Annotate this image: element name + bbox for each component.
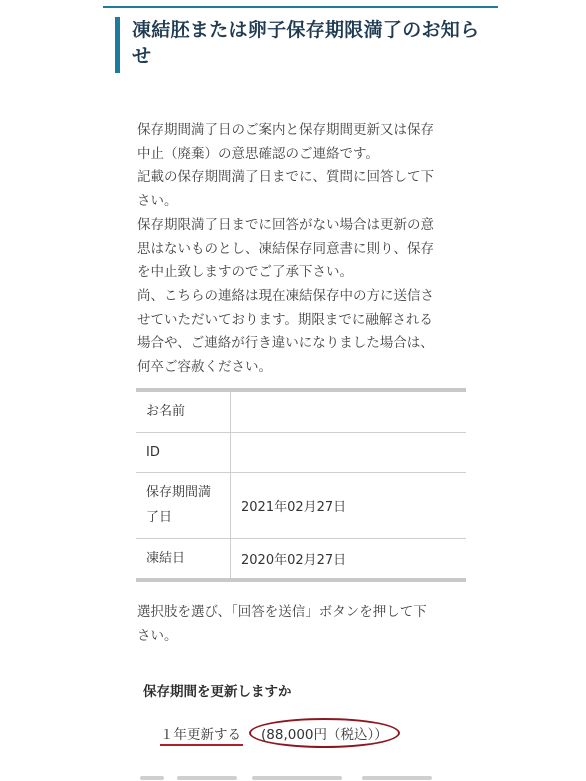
page-title: 凍結胚または卵子保存期限満了のお知らせ <box>132 19 480 67</box>
freeze-date-label: 凍結日 <box>136 538 231 580</box>
notice-header <box>115 17 485 73</box>
table-row <box>136 390 466 432</box>
notice-line: 保存期限満了日までに回答がない場合は更新の意 <box>137 216 434 233</box>
notice-line: 場合や、ご連絡が行き違いになりました場合は、 <box>137 335 434 352</box>
cropped-text-fragment <box>140 776 164 780</box>
table-row <box>136 472 466 538</box>
notice-line: せていただいております。期限までに融解される <box>137 311 433 328</box>
renewal-question: 保存期間を更新しますか <box>143 684 292 700</box>
expiry-date-label: 保存期間満了日 <box>136 472 231 538</box>
renewal-price: (88,000円（税込）） <box>249 718 400 748</box>
freeze-date-value: 2020年02月27日 <box>241 552 347 568</box>
instruction-text <box>137 600 467 648</box>
notice-line: 中止（廃棄）の意思確認のご連絡です。 <box>137 145 379 162</box>
table-row <box>136 432 466 472</box>
instruction-line: 選択肢を選び、「回答を送信」ボタンを押して下 <box>137 604 427 620</box>
notice-line: 尚、こちらの連絡は現在凍結保存中の方に送信さ <box>137 287 434 304</box>
renew-one-year-label[interactable]: １年更新する <box>160 723 243 746</box>
cropped-text-fragment <box>362 776 432 780</box>
renew-one-year-option[interactable] <box>160 718 400 748</box>
cropped-text-fragment <box>177 776 237 780</box>
cropped-text-fragment <box>252 776 342 780</box>
notice-line: 何卒ご容赦ください。 <box>137 359 272 376</box>
top-divider <box>103 6 498 8</box>
patient-info-table <box>136 388 466 582</box>
expiry-date-value: 2021年02月27日 <box>231 472 467 538</box>
notice-line: を中止致しますのでご了承下さい。 <box>137 264 353 281</box>
notice-line: 思はないものとし、凍結保存同意書に則り、保存 <box>137 240 434 257</box>
notice-line: 保存期間満了日のご案内と保存期間更新又は保存 <box>137 122 434 138</box>
notice-line: さい。 <box>137 193 178 210</box>
table-row <box>136 538 466 580</box>
instruction-line: さい。 <box>137 628 178 644</box>
notice-body <box>137 119 472 380</box>
name-value <box>231 390 467 432</box>
id-value <box>231 432 467 472</box>
cropped-next-option <box>137 770 467 781</box>
name-label: お名前 <box>136 390 231 432</box>
id-label: ID <box>136 432 231 472</box>
notice-line: 記載の保存期間満了日までに、質問に回答して下 <box>137 169 434 186</box>
